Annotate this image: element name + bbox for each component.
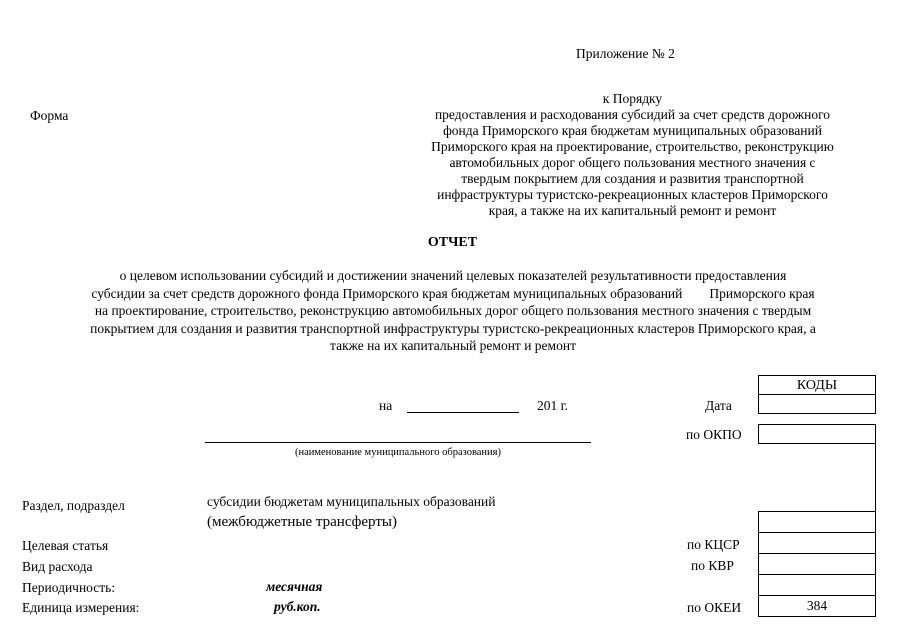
order-line: фонда Приморского края бюджетам муниципальных образований — [443, 123, 822, 138]
periodicity-label: Периодичность: — [22, 580, 116, 595]
municipality-caption: (наименование муниципального образования) — [294, 447, 502, 458]
order-line: предоставления и расходования субсидий за счет средств дорожного — [434, 107, 831, 122]
appendix-number: Приложение № 2 — [576, 46, 675, 61]
form-label: Форма — [30, 108, 69, 123]
code-cell-okpo[interactable] — [758, 424, 876, 444]
okpo-label: по ОКПО — [686, 427, 742, 442]
report-line: на проектирование, строительство, реконструкцию автомобильных дорог общего пользования местного значения с твердым — [94, 303, 812, 318]
report-line: покрытием для создания и развития транспортной инфраструктуры туристско-рекреационных кластеров Приморского края, а — [90, 320, 816, 336]
order-line: к Порядку — [602, 91, 663, 106]
code-cell-section[interactable] — [758, 511, 876, 533]
report-title: ОТЧЕТ — [427, 235, 478, 250]
code-cell-kvr[interactable] — [758, 553, 876, 575]
section-value-line2: (межбюджетные трансферты) — [207, 514, 397, 530]
code-cell-kcsr[interactable] — [758, 532, 876, 554]
codes-header: КОДЫ — [758, 375, 876, 395]
year-label: 201 г. — [537, 398, 569, 413]
order-line: Приморского края на проектирование, строительство, реконструкцию — [431, 139, 834, 154]
okei-label: по ОКЕИ — [687, 600, 742, 615]
unit-label: Единица измерения: — [22, 600, 140, 615]
date-fill-line[interactable] — [407, 412, 519, 413]
codes-table-border — [875, 443, 876, 512]
unit-value: руб.коп. — [274, 599, 321, 614]
municipality-fill-line[interactable] — [205, 442, 591, 443]
section-value-line1: субсидии бюджетам муниципальных образований — [207, 494, 496, 509]
code-cell-periodicity[interactable] — [758, 574, 876, 596]
order-line: автомобильных дорог общего пользования местного значения с — [449, 155, 816, 170]
code-cell-date[interactable] — [758, 394, 876, 414]
order-line: твердым покрытием для создания и развития транспортной — [461, 171, 804, 186]
report-description — [20, 267, 886, 355]
target-article-label: Целевая статья — [22, 538, 109, 553]
date-label: Дата — [705, 398, 732, 413]
kcsr-label: по КЦСР — [687, 537, 740, 552]
report-line: также на их капитальный ремонт и ремонт — [330, 338, 576, 353]
section-label: Раздел, подраздел — [22, 498, 125, 513]
periodicity-value: месячная — [266, 579, 323, 594]
report-line: субсидии за счет средств дорожного фонда Приморского края бюджетам муниципальных образований Приморского края — [91, 285, 815, 301]
order-reference — [395, 91, 870, 219]
date-na-label: на — [379, 398, 393, 413]
order-line: края, а также на их капитальный ремонт и ремонт — [488, 203, 777, 218]
code-cell-okei[interactable]: 384 — [758, 595, 876, 617]
order-line: инфраструктуры туристско-рекреационных кластеров Приморского — [437, 187, 828, 202]
kvr-label: по КВР — [691, 558, 734, 573]
report-line: о целевом использовании субсидий и достижении значений целевых показателей результативности предоставления — [119, 268, 787, 283]
expense-type-label: Вид расхода — [22, 559, 93, 574]
